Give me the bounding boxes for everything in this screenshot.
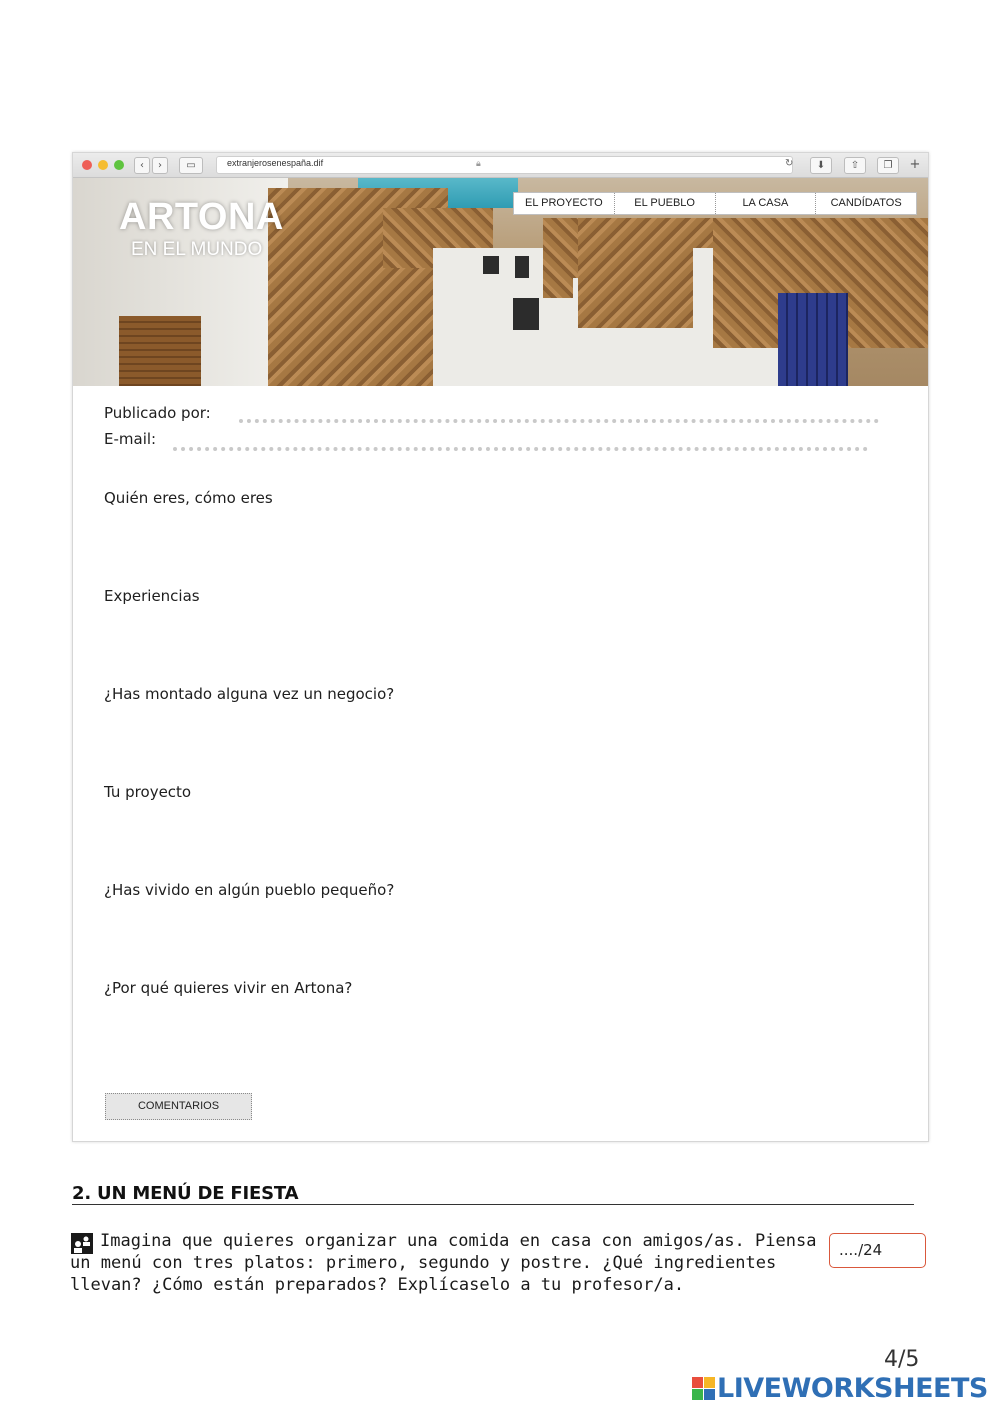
email-field[interactable] [173,441,868,451]
tabs-icon[interactable]: ❐ [877,157,899,174]
close-window-button[interactable] [82,160,92,170]
url-bar[interactable] [216,156,793,174]
question-experiences: Experiencias [104,587,200,605]
forward-arrow-icon[interactable]: › [152,157,168,174]
section-underline [72,1204,914,1205]
question-small-town: ¿Has vivido en algún pueblo pequeño? [104,881,395,899]
published-by-label: Publicado por: [104,404,211,422]
window-decoration [515,256,529,278]
question-who-are-you: Quién eres, cómo eres [104,489,273,507]
nav-el-pueblo[interactable]: EL PUEBLO [615,193,716,214]
site-title: ARTONA [119,196,284,238]
section-title: 2. UN MENÚ DE FIESTA [72,1183,299,1204]
site-subtitle: EN EL MUNDO [131,239,263,260]
window-decoration [513,298,539,330]
maximize-window-button[interactable] [114,160,124,170]
question-project: Tu proyecto [104,783,192,801]
new-tab-icon[interactable]: + [909,157,921,172]
published-by-field[interactable] [239,413,879,423]
comments-button[interactable]: COMENTARIOS [105,1093,252,1120]
browser-toolbar [73,153,928,178]
nav-candidatos[interactable]: CANDÍDATOS [830,197,902,209]
liveworksheets-logo [692,1372,988,1404]
window-decoration [483,256,499,274]
site-nav [513,192,917,215]
logo-text: LIVEWORKSHEETS [717,1372,988,1404]
nav-el-proyecto[interactable]: EL PROYECTO [514,193,615,214]
page-number: 4/5 [884,1347,920,1372]
score-box: ..../24 [829,1233,926,1268]
reload-icon[interactable]: ↻ [785,158,794,169]
browser-window [72,152,929,1142]
shutter-decoration [119,316,201,386]
back-arrow-icon[interactable]: ‹ [134,157,150,174]
email-label: E-mail: [104,430,157,448]
question-why-artona: ¿Por qué quieres vivir en Artona? [104,979,353,997]
lock-icon: 🔒︎ [476,159,481,169]
url-text: extranjerosenespaña.dif [227,158,324,168]
logo-squares-icon [692,1377,715,1400]
sidebar-icon[interactable]: ▭ [179,157,203,174]
hero-banner [73,178,928,386]
blue-window-decoration [778,293,848,386]
question-business: ¿Has montado alguna vez un negocio? [104,685,395,703]
instruction-text: Imagina que quieres organizar una comida en casa con amigos/as. Piensa un menú con tres platos: primero, segundo y postre. ¿Qué ingredientes llevan? ¿Cómo están preparados? Explícaselo a tu profesor/a. [70,1231,817,1295]
download-icon[interactable]: ⬇ [810,157,832,174]
nav-la-casa[interactable]: LA CASA [716,193,817,214]
share-icon[interactable]: ⇧ [844,157,866,174]
minimize-window-button[interactable] [98,160,108,170]
